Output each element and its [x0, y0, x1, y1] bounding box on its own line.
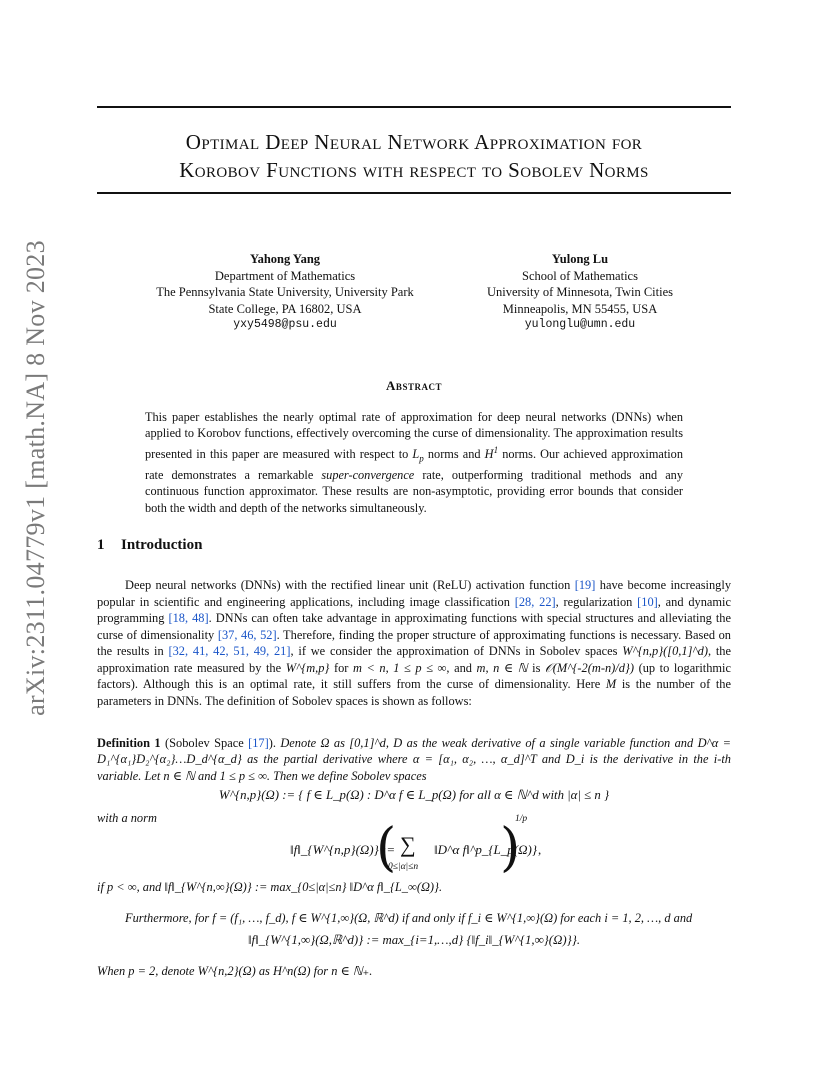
citation-link[interactable]: [10] [637, 594, 658, 609]
abstract-text: norms. Our achieved approximation rate demonstrates a remarkable [145, 446, 683, 482]
definition-text: if p < ∞, and ‖f‖_{W^{n,∞}(Ω)} := max_{0≤|α|≤n} ‖D^α f‖_{L_∞(Ω)}. [97, 880, 443, 894]
math-h1: $H^1$ [484, 444, 499, 461]
abstract-text: norms and [423, 446, 485, 461]
math-inline: 𝒪(M^{-2(m-n)/d}) [545, 660, 634, 675]
equation-vector-norm: ‖f‖_{W^{1,∞}(Ω,ℝ^d)} := max_{i=1,…,d} {‖f_i‖_{W^{1,∞}(Ω)}}. [247, 933, 581, 947]
sum-subscript: 0≤|α|≤n [388, 862, 419, 872]
definition-text: Furthermore, for f = (f₁, …, f_d), f ∈ W^{1,∞}(Ω, ℝ^d) if and only if f_i ∈ W^{1,∞}(Ω) for each i = 1, 2, …, d and [125, 911, 693, 925]
section-heading-introduction [97, 537, 202, 554]
arxiv-id-text: arXiv:2311.04779v1 [math.NA] 8 Nov 2023 [21, 240, 51, 716]
citation-link[interactable]: [17] [248, 736, 269, 750]
norm-comma: , [538, 842, 542, 857]
title-top-rule [97, 106, 731, 108]
arxiv-identifier-stamp [18, 240, 54, 716]
abstract-emphasis: super-convergence [321, 467, 415, 482]
author-name: Yahong Yang [249, 252, 321, 266]
citation-link[interactable]: [32, 41, 42, 51, 49, 21] [168, 644, 291, 658]
author-address: Minneapolis, MN 55455, USA [502, 301, 658, 316]
author-name: Yulong Lu [551, 252, 609, 266]
author-email[interactable]: yulonglu@umn.edu [524, 318, 636, 332]
right-paren: ) [500, 818, 521, 878]
title-bottom-rule [97, 192, 731, 194]
citation-link[interactable]: [37, 46, 52] [217, 627, 277, 642]
author-block-2 [470, 251, 690, 334]
title-line-1: Optimal Deep Neural Network Approximation for [185, 130, 643, 154]
left-paren: ( [376, 818, 397, 878]
sum-symbol: ∑ [400, 832, 416, 857]
definition-text: Denote Ω as [0,1]^d, D as the weak derivative of a single variable function and D^α = D₁^{α₁}D₂^{α₂}…D_d^{α_d} as the partial derivative where α = [α₁, α₂, …, α_d]^T and D_i is the derivative in the i-th variable. Let n ∈ ℕ and 1 ≤ p ≤ ∞. Then we define Sobolev spaces [97, 736, 731, 783]
introduction-paragraph: Deep neural networks (DNNs) with the rectified linear unit (ReLU) activation function [19] have become increasingly popular in scientific and engineering applications, including image classification [28, 22], regularization [10], and dynamic programming [18, 48]. DNNs can often take advantage in approximating functions with special structures and alleviating the curse of dimensionality [37, 46, 52]. Therefore, finding the proper structure of approximating functions is necessary. Based on the results in [32, 41, 42, 51, 49, 21], if we consider the approximation of DNNs in Sobolev spaces W^{n,p}([0,1]^d), the approximation rate measured by the W^{m,p} for m < n, 1 ≤ p ≤ ∞, and m, n ∈ ℕ is 𝒪(M^{-2(m-n)/d}) (up to logarithmic factors). Although this is an optimal rate, it still suffers from the curse of dimensionality. Here M is the number of the parameters in DNNs. The definition of Sobolev spaces is shown as follows: [97, 578, 732, 708]
section-title: Introduction [121, 537, 203, 553]
title-line-2: Korobov Functions with respect to Sobolev Norms [179, 158, 649, 182]
equation-sobolev-space: W^{n,p}(Ω) := { f ∈ L_p(Ω) : D^α f ∈ L_p(Ω) for all α ∈ ℕ^d with |α| ≤ n } [218, 788, 610, 802]
definition-text: When p = 2, denote W^{n,2}(Ω) as H^n(Ω) for n ∈ ℕ₊. [97, 964, 373, 978]
author-address: State College, PA 16802, USA [208, 301, 362, 316]
abstract-text: rate, outperforming traditional methods and any continuous function approximator. These results are non-asymptotic, providing error bounds that consider both the width and depth of the networks simultaneously. [145, 467, 683, 515]
definition-sobolev-space: Definition 1 (Sobolev Space [17]). Denote Ω as [0,1]^d, D as the weak derivative of a single variable function and D^α = D₁^{α₁}D₂^{α₂}…D_d^{α_d} as the partial derivative where α = [α₁, α₂, …, α_d]^T and D_i is the derivative in the i-th variable. Let n ∈ ℕ and 1 ≤ p ≤ ∞. Then we define Sobolev spaces [97, 736, 731, 783]
author-department: School of Mathematics [522, 268, 638, 283]
author-department: Department of Mathematics [214, 268, 356, 283]
definition-label: Definition 1 [97, 736, 161, 750]
paper-title [97, 128, 731, 184]
author-block-1 [140, 251, 430, 334]
norm-power: 1/p [515, 814, 528, 824]
abstract-text: This paper establishes the nearly optimal rate of approximation for deep neural networks (DNNs) when applied to Korobov functions, effectively overcoming the curse of dimensionality. The approximation results presented in this paper are measured with respect to [145, 410, 683, 461]
math-inline: m < n, 1 ≤ p ≤ ∞ [352, 660, 447, 675]
math-inline: M [605, 677, 617, 691]
abstract-heading: Abstract [386, 378, 442, 393]
author-organization: University of Minnesota, Twin Cities [486, 285, 674, 300]
section-number: 1 [97, 537, 105, 553]
equation-sobolev-norm [290, 814, 590, 880]
citation-link[interactable]: [19] [574, 578, 596, 592]
math-inline: W^{n,p}([0,1]^d) [622, 644, 708, 658]
math-inline: m, n ∈ ℕ [476, 660, 528, 675]
math-lp: $L_p$ [412, 446, 424, 464]
author-organization: The Pennsylvania State University, University Park [156, 285, 414, 300]
citation-link[interactable]: [28, 22] [514, 594, 556, 609]
citation-link[interactable]: [18, 48] [168, 611, 209, 625]
norm-lhs: ‖f‖_{W^{n,p}(Ω)} := [290, 842, 396, 857]
author-email[interactable]: yxy5498@psu.edu [233, 318, 337, 332]
math-inline: W^{m,p} [285, 660, 330, 675]
abstract-body [145, 409, 683, 516]
definition-text: with a norm [97, 811, 157, 825]
norm-term: ‖D^α f‖^p_{L_p(Ω)} [434, 842, 538, 857]
